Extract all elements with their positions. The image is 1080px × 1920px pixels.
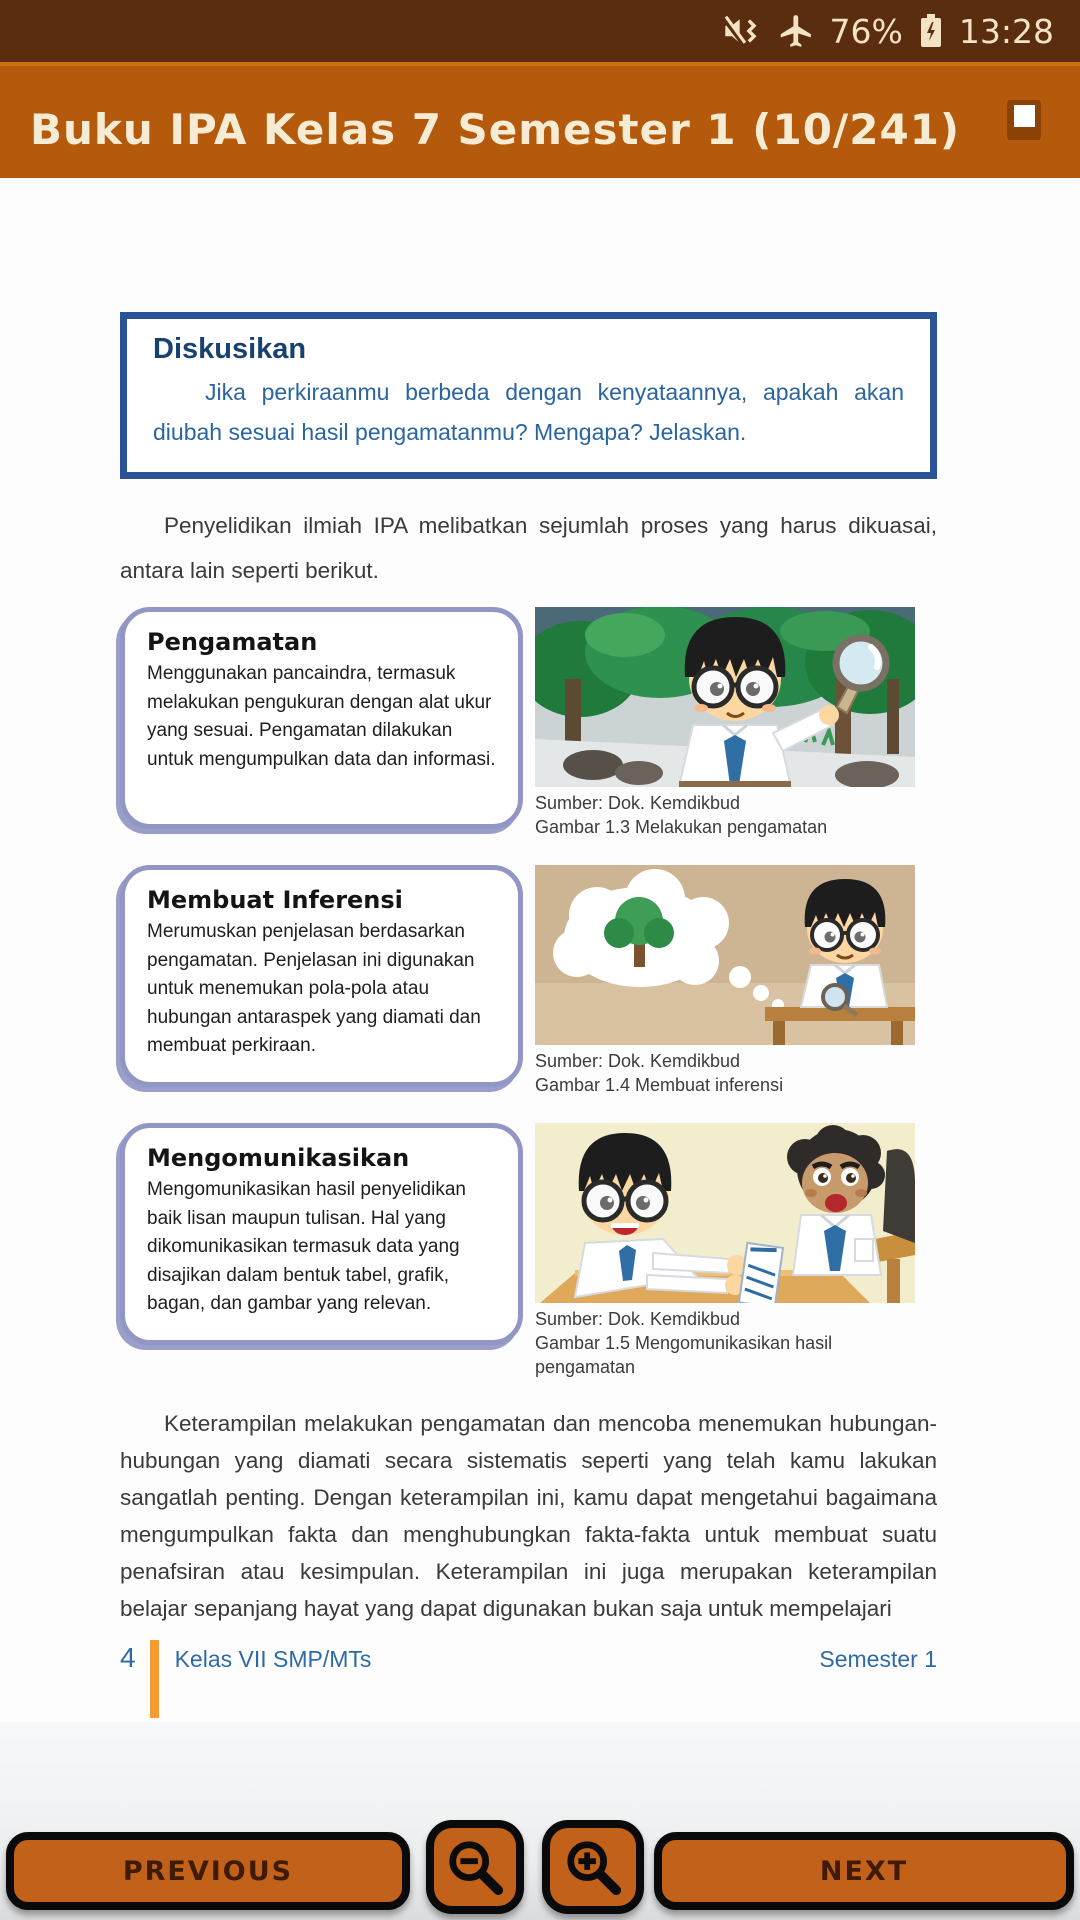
figure-caption — [535, 1307, 937, 1379]
page-number: 4 — [120, 1642, 136, 1673]
process-row-inferensi — [120, 865, 937, 1097]
next-label: NEXT — [819, 1855, 909, 1887]
mute-vibrate-icon — [722, 14, 760, 48]
discussion-title: Diskusikan — [153, 333, 307, 365]
caption-label: Gambar 1.5 Mengomunikasikan hasil pengamatan — [534, 1333, 833, 1377]
app-title: Buku IPA Kelas 7 Semester 1 (10/241) — [30, 105, 961, 154]
closing-paragraph: Keterampilan melakukan pengamatan dan mencoba menemukan hubungan-hubungan yang diamati secara sistematis seperti yang telah kamu lakukan sangatlah penting. Dengan keterampilan ini, kamu dapat mengetahui bagaimana mengumpulkan fakta dan menghubungkan fakta-fakta untuk membuat suatu penafsiran atau kesimpulan. Keterampilan ini juga merupakan keterampilan belajar sepanjang hayat yang dapat digunakan bukan saja untuk mempelajari — [120, 1411, 937, 1621]
caption-label: Gambar 1.3 Melakukan pengamatan — [534, 817, 828, 837]
figure-pengamatan — [535, 607, 937, 839]
status-bar — [0, 0, 1080, 62]
clock: 13:28 — [958, 11, 1054, 51]
previous-page-button[interactable] — [6, 1832, 410, 1910]
footer-semester-label: Semester 1 — [819, 1646, 937, 1672]
card-body: Merumuskan penjelasan berdasarkan pengamatan. Penjelasan ini digunakan untuk menemukan pola-pola atau hubungan antaraspek yang diamati dan membuat perkiraan. — [147, 921, 481, 1056]
fullscreen-square-icon — [1014, 105, 1035, 127]
book-page — [0, 178, 1080, 1722]
battery-percent: 76% — [829, 11, 903, 51]
process-row-pengamatan — [120, 607, 937, 839]
card-title: Mengomunikasikan — [147, 1144, 410, 1172]
fullscreen-button[interactable] — [1007, 100, 1041, 140]
footer-accent-bar — [150, 1640, 159, 1718]
zoom-out-magnifier-icon — [444, 1836, 506, 1898]
caption-source: Sumber: Dok. Kemdikbud — [534, 1309, 741, 1329]
card-body: Mengomunikasikan hasil penyelidikan baik lisan maupun tulisan. Hal yang dikomunikasikan termasuk data yang disajikan dalam bentuk tabel, grafik, bagan, dan gambar yang relevan. — [147, 1179, 466, 1314]
figure-caption — [535, 1049, 937, 1097]
caption-label: Gambar 1.4 Membuat inferensi — [534, 1075, 784, 1095]
footer-book-label: Kelas VII SMP/MTs — [174, 1646, 372, 1672]
boy-thinking-thought-bubble-illustration — [535, 865, 915, 1045]
airplane-mode-icon — [776, 12, 814, 50]
zoom-in-magnifier-icon — [562, 1836, 624, 1898]
card-body: Menggunakan pancaindra, termasuk melakukan pengukuran dengan alat ukur yang sesuai. Pengamatan dilakukan untuk mengumpulkan data dan informasi. — [147, 663, 496, 770]
card-mengomunikasikan — [120, 1123, 523, 1345]
figure-caption — [535, 791, 937, 839]
boy-observing-with-magnifier-illustration — [535, 607, 915, 787]
figure-mengomunikasikan — [535, 1123, 937, 1379]
card-pengamatan — [120, 607, 523, 829]
caption-source: Sumber: Dok. Kemdikbud — [534, 1051, 741, 1071]
battery-charging-icon — [919, 13, 943, 49]
reader-toolbar — [0, 1722, 1080, 1920]
discussion-body: Jika perkiraanmu berbeda dengan kenyataannya, apakah akan diubah sesuai hasil pengamatanmu? Mengapa? Jelaskan. — [153, 379, 904, 445]
page-footer — [120, 1640, 937, 1718]
card-title: Pengamatan — [147, 628, 318, 656]
card-inferensi — [120, 865, 523, 1087]
intro-paragraph: Penyelidikan ilmiah IPA melibatkan sejumlah proses yang harus dikuasai, antara lain seperti berikut. — [120, 513, 937, 583]
figure-inferensi — [535, 865, 937, 1097]
card-title: Membuat Inferensi — [147, 886, 403, 914]
next-page-button[interactable] — [654, 1832, 1074, 1910]
zoom-out-button[interactable] — [426, 1820, 524, 1914]
discussion-box — [120, 312, 937, 479]
two-boys-sharing-results-illustration — [535, 1123, 915, 1303]
previous-label: PREVIOUS — [122, 1855, 294, 1887]
caption-source: Sumber: Dok. Kemdikbud — [534, 793, 741, 813]
app-header — [0, 62, 1080, 178]
zoom-in-button[interactable] — [542, 1820, 644, 1914]
process-row-mengomunikasikan — [120, 1123, 937, 1379]
